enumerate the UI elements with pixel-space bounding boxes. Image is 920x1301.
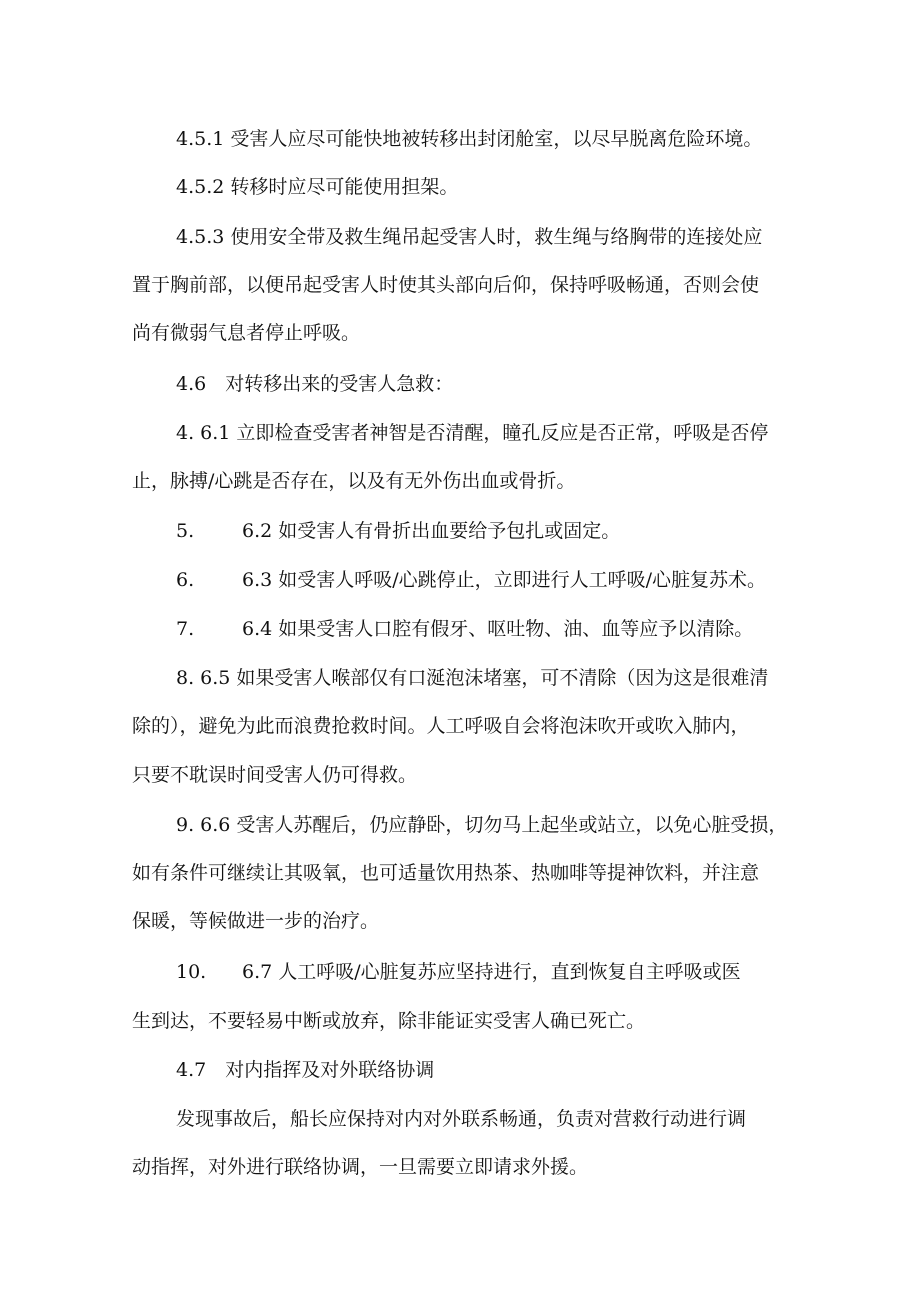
text-line: 6.2 如受害人有骨折出血要给予包扎或固定。 (242, 520, 621, 542)
list-number: 5. (176, 520, 195, 542)
text-line: 置于胸前部，以便吊起受害人时使其头部向后仰，保持呼吸畅通，否则会使 (132, 274, 760, 296)
text-line: 6.3 如受害人呼吸/心跳停止，立即进行人工呼吸/心脏复苏术。 (242, 569, 767, 591)
text-line: 止，脉搏/心跳是否存在，以及有无外伤出血或骨折。 (132, 470, 576, 492)
text-line: 8. 6.5 如果受害人喉部仅有口涎泡沫堵塞，可不清除（因为这是很难清 (176, 667, 769, 689)
section-heading: 4.7 对内指挥及对外联络协调 (176, 1059, 435, 1081)
text-line: 如有条件可继续让其吸氧，也可适量饮用热茶、热咖啡等提神饮料，并注意 (132, 862, 760, 884)
text-line: 生到达，不要轻易中断或放弃，除非能证实受害人确已死亡。 (132, 1010, 646, 1032)
text-line: 6.4 如果受害人口腔有假牙、呕吐物、油、血等应予以清除。 (242, 618, 754, 640)
section-heading: 4.6 对转移出来的受害人急救： (176, 373, 454, 395)
text-line: 4. 6.1 立即检查受害者神智是否清醒，瞳孔反应是否正常，呼吸是否停 (176, 422, 769, 444)
text-line: 除的），避免为此而浪费抢救时间。人工呼吸自会将泡沫吹开或吹入肺内， (132, 715, 750, 737)
text-line: 9. 6.6 受害人苏醒后，仍应静卧，切勿马上起坐或站立，以免心脏受损， (176, 814, 788, 836)
text-line: 尚有微弱气息者停止呼吸。 (132, 322, 361, 344)
text-line: 保暖，等候做进一步的治疗。 (132, 910, 380, 932)
list-number: 10. (176, 961, 207, 983)
text-line: 4.5.1 受害人应尽可能快地被转移出封闭舱室，以尽早脱离危险环境。 (176, 128, 763, 150)
text-line: 4.5.2 转移时应尽可能使用担架。 (176, 176, 459, 198)
text-line: 动指挥，对外进行联络协调，一旦需要立即请求外援。 (132, 1156, 589, 1178)
list-number: 7. (176, 618, 195, 640)
text-line: 4.5.3 使用安全带及救生绳吊起受害人时，救生绳与络胸带的连接处应 (176, 226, 763, 248)
text-line: 6.7 人工呼吸/心脏复苏应坚持进行，直到恢复自主呼吸或医 (242, 961, 741, 983)
text-line: 发现事故后，船长应保持对内对外联系畅通，负责对营救行动进行调 (176, 1108, 747, 1130)
list-number: 6. (176, 569, 195, 591)
text-line: 只要不耽误时间受害人仍可得救。 (132, 764, 418, 786)
